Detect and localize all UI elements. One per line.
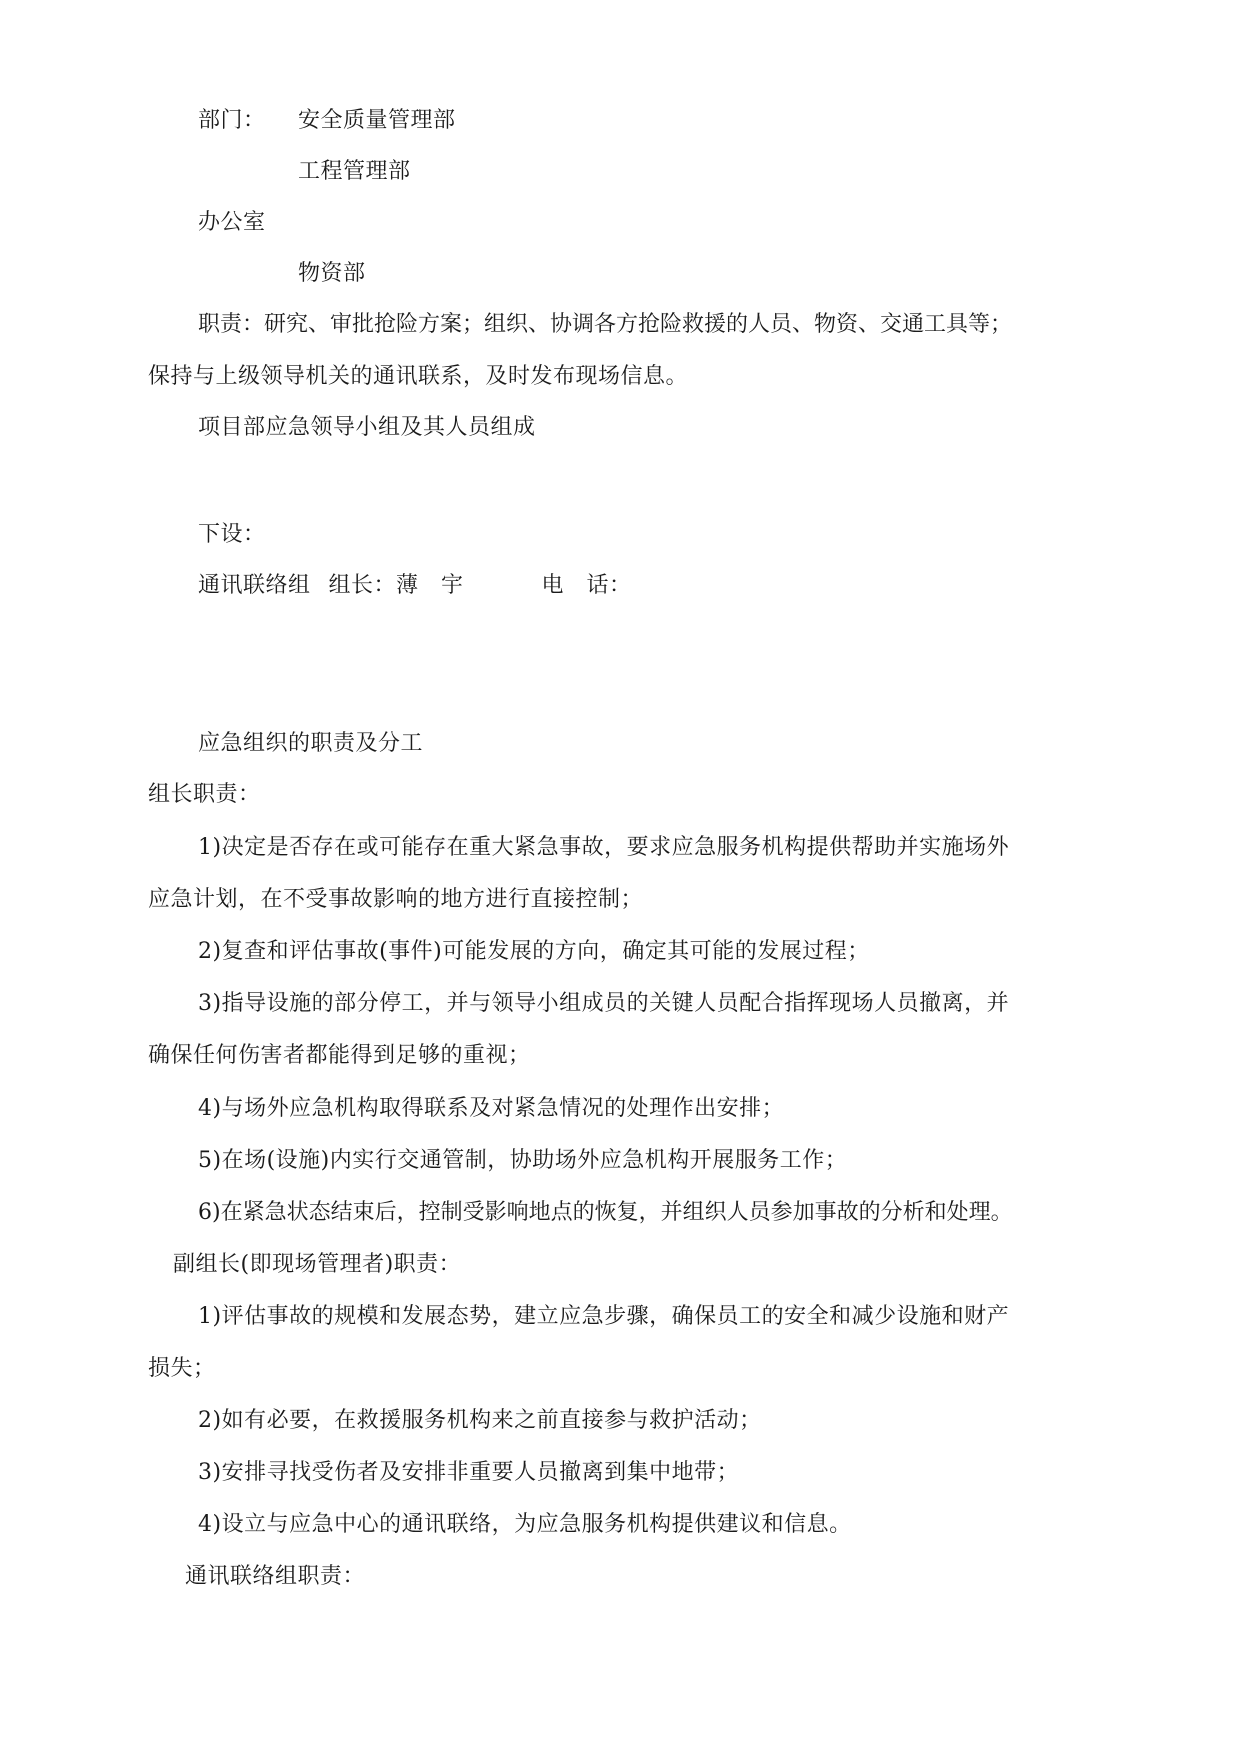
dept-item-materials: 物资部: [298, 261, 366, 286]
comm-group-name: 通讯联络组: [198, 573, 311, 598]
leader-duty-1b: 应急计划，在不受事故影响的地方进行直接控制；: [148, 887, 644, 912]
leader-duty-5: 5)在场(设施)内实行交通管制，协助场外应急机构开展服务工作；: [198, 1148, 848, 1173]
leader-duty-6: 6)在紧急状态结束后，控制受影响地点的恢复，并组织人员参加事故的分析和处理。: [198, 1200, 1013, 1225]
deputy-duty-2: 2)如有必要，在救援服务机构来之前直接参与救护活动；: [198, 1408, 762, 1433]
subunit-label: 下设：: [198, 522, 266, 547]
comm-group-phone-label: 电 话：: [541, 573, 632, 598]
duty-line-1: 职责：研究、审批抢险方案；组织、协调各方抢险救援的人员、物资、交通工具等；: [198, 312, 1013, 337]
comm-duties-title: 通讯联络组职责：: [185, 1564, 366, 1589]
dept-item-safety: 安全质量管理部: [298, 108, 456, 133]
leader-duty-4: 4)与场外应急机构取得联系及对紧急情况的处理作出安排；: [198, 1096, 785, 1121]
leader-duty-1a: 1)决定是否存在或可能存在重大紧急事故，要求应急服务机构提供帮助并实施场外: [198, 835, 1010, 860]
section-title: 应急组织的职责及分工: [198, 731, 424, 756]
deputy-duty-3: 3)安排寻找受伤者及安排非重要人员撤离到集中地带；: [198, 1460, 740, 1485]
project-team-title: 项目部应急领导小组及其人员组成: [198, 415, 536, 440]
leader-duties-title: 组长职责：: [148, 782, 261, 807]
comm-group-leader-name: 薄 宇: [396, 573, 464, 598]
deputy-duty-1b: 损失；: [148, 1356, 216, 1381]
deputy-duty-1a: 1)评估事故的规模和发展态势，建立应急步骤，确保员工的安全和减少设施和财产: [198, 1304, 1010, 1329]
leader-duty-2: 2)复查和评估事故(事件)可能发展的方向，确定其可能的发展过程；: [198, 939, 870, 964]
comm-group-row: [198, 571, 632, 601]
dept-item-engineering: 工程管理部: [298, 159, 411, 184]
leader-duty-3b: 确保任何伤害者都能得到足够的重视；: [148, 1043, 531, 1068]
leader-duty-3a: 3)指导设施的部分停工，并与领导小组成员的关键人员配合指挥现场人员撤离，并: [198, 991, 1010, 1016]
dept-label: 部门：: [198, 108, 266, 133]
comm-group-leader-label: 组长：: [328, 573, 397, 598]
duty-line-2: 保持与上级领导机关的通讯联系，及时发布现场信息。: [148, 364, 689, 389]
deputy-duties-title: 副组长(即现场管理者)职责：: [173, 1252, 462, 1277]
deputy-duty-4: 4)设立与应急中心的通讯联络，为应急服务机构提供建议和信息。: [198, 1512, 852, 1537]
dept-item-office: 办公室: [198, 210, 266, 235]
